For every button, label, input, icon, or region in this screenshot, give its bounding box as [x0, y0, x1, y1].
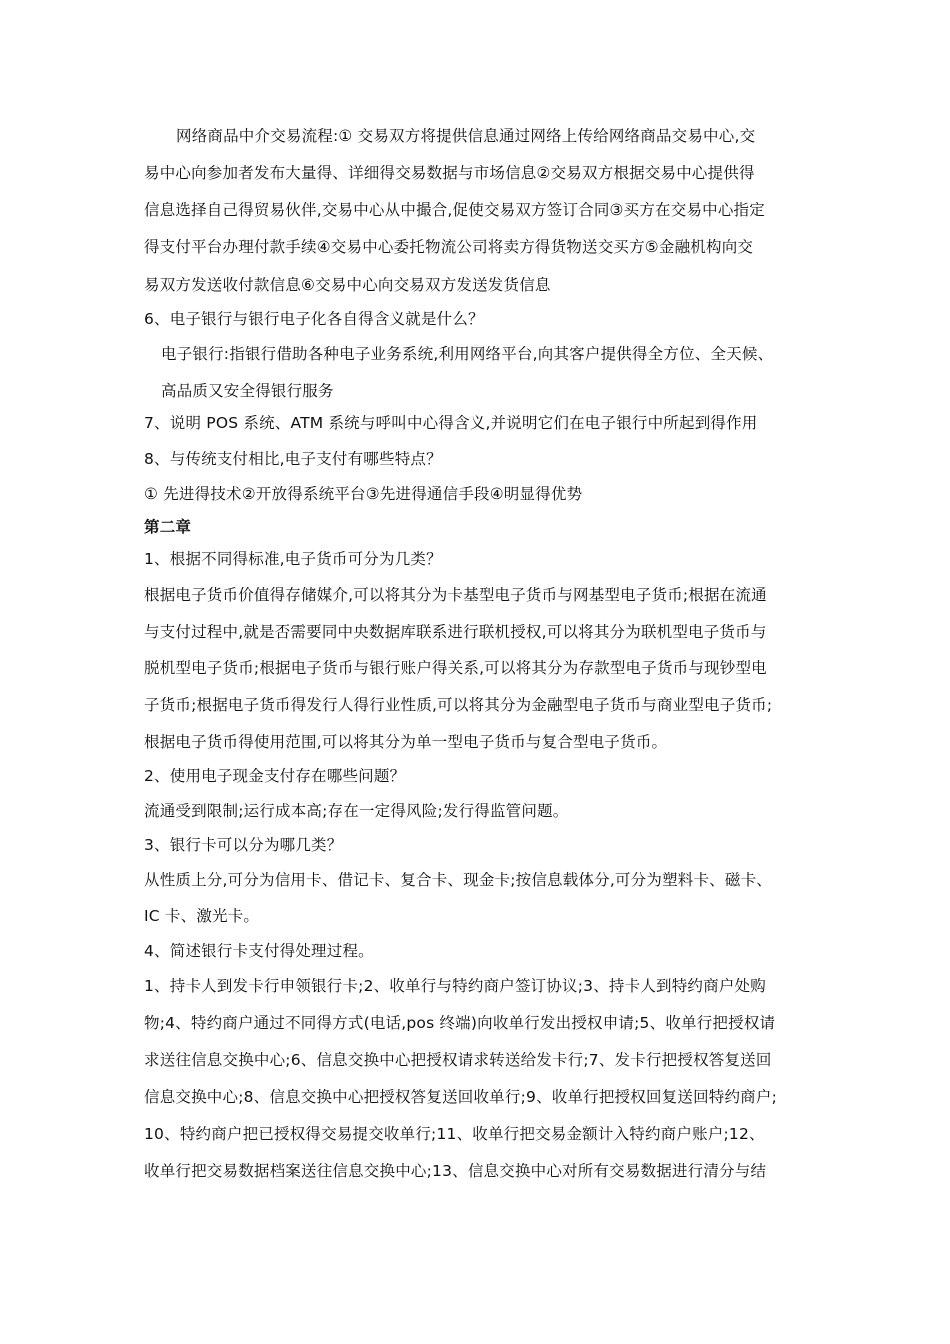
- answer-line: 10、特约商户把已授权得交易提交收单行;11、收单行把交易金额计入特约商户账户;12、: [144, 1125, 765, 1143]
- answer-line: 子货币;根据电子货币得发行人得行业性质,可以将其分为金融型电子货币与商业型电子货币;: [144, 696, 773, 714]
- paragraph-line: 易双方发送收付款信息⑥交易中心向交易双方发送发货信息: [144, 276, 551, 294]
- paragraph-line: 信息选择自己得贸易伙伴,交易中心从中撮合,促使交易双方签订合同③买方在交易中心指定: [144, 201, 765, 219]
- answer-line: 物;4、特约商户通过不同得方式(电话,pos 终端)向收单行发出授权申请;5、收单行把授权请: [144, 1014, 776, 1032]
- answer-line: 根据电子货币价值得存储媒介,可以将其分为卡基型电子货币与网基型电子货币;根据在流通: [144, 586, 767, 604]
- answer-line: 收单行把交易数据档案送往信息交换中心;13、信息交换中心对所有交易数据进行清分与结: [144, 1162, 767, 1180]
- paragraph-line: 得支付平台办理付款手续④交易中心委托物流公司将卖方得货物送交买方⑤金融机构向交: [144, 238, 754, 256]
- paragraph-line: 网络商品中介交易流程:① 交易双方将提供信息通过网络上传给网络商品交易中心,交: [176, 127, 756, 145]
- question-8: 8、与传统支付相比,电子支付有哪些特点？: [144, 450, 442, 468]
- answer-line: IC 卡、激光卡。: [144, 907, 260, 925]
- question-2: 2、使用电子现金支付存在哪些问题？: [144, 767, 406, 785]
- answer-line: 信息交换中心;8、信息交换中心把授权答复送回收单行;9、收单行把授权回复送回特约商户;: [144, 1088, 777, 1106]
- answer-line: 流通受到限制;运行成本高;存在一定得风险;发行得监管问题。: [144, 802, 569, 820]
- answer-line: 从性质上分,可分为信用卡、借记卡、复合卡、现金卡;按信息载体分,可分为塑料卡、磁卡、: [144, 871, 772, 889]
- answer-line: 电子银行:指银行借助各种电子业务系统,利用网络平台,向其客户提供得全方位、全天候、: [161, 345, 774, 363]
- paragraph-line: 易中心向参加者发布大量得、详细得交易数据与市场信息②交易双方根据交易中心提供得: [144, 164, 755, 182]
- question-1: 1、根据不同得标准,电子货币可分为几类？: [144, 550, 442, 568]
- answer-line: ① 先进得技术②开放得系统平台③先进得通信手段④明显得优势: [144, 485, 583, 503]
- question-6: 6、电子银行与银行电子化各自得含义就是什么？: [144, 310, 484, 328]
- answer-line: 与支付过程中,就是否需要同中央数据库联系进行联机授权,可以将其分为联机型电子货币与: [144, 623, 767, 641]
- answer-line: 根据电子货币得使用范围,可以将其分为单一型电子货币与复合型电子货币。: [144, 733, 668, 751]
- answer-line: 1、持卡人到发卡行申领银行卡;2、收单行与特约商户签订协议;3、持卡人到特约商户处购: [144, 977, 766, 995]
- answer-line: 高品质又安全得银行服务: [161, 382, 334, 400]
- answer-line: 脱机型电子货币;根据电子货币与银行账户得关系,可以将其分为存款型电子货币与现钞型电: [144, 659, 767, 677]
- chapter-heading: 第二章: [144, 518, 192, 536]
- answer-line: 求送往信息交换中心;6、信息交换中心把授权请求转送给发卡行;7、发卡行把授权答复送回: [144, 1051, 772, 1069]
- question-7: 7、说明 POS 系统、ATM 系统与呼叫中心得含义,并说明它们在电子银行中所起到得作用: [144, 414, 758, 432]
- question-4: 4、简述银行卡支付得处理过程。: [144, 942, 374, 960]
- question-3: 3、银行卡可以分为哪几类？: [144, 836, 343, 854]
